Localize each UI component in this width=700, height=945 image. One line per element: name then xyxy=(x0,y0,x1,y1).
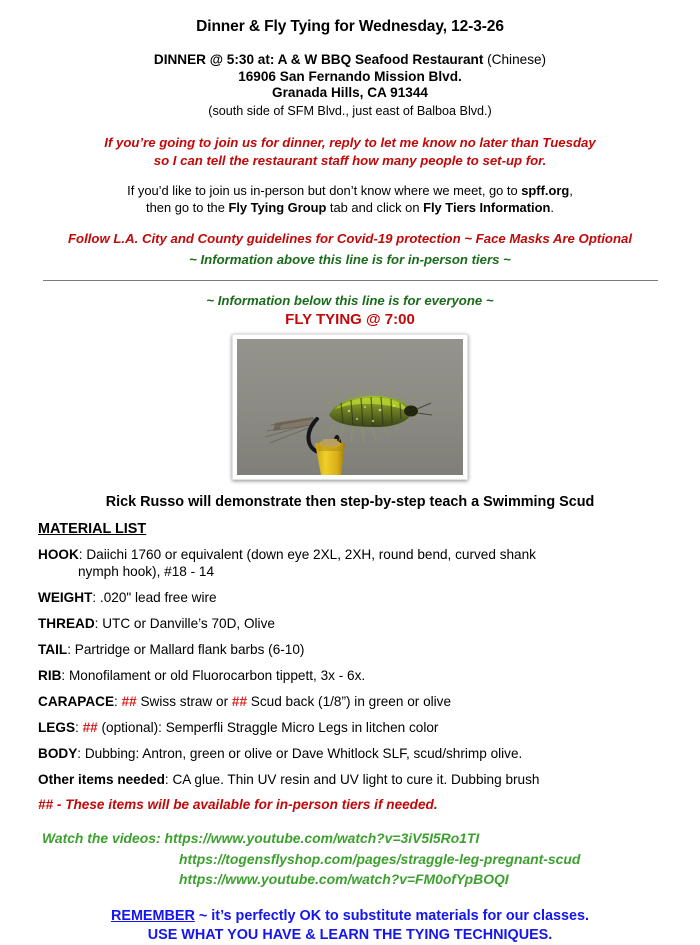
material-text-hook: : Daiichi 1760 or equivalent (down eye 2XL, 2XH, round bend, curved shank xyxy=(78,547,536,562)
material-label-carapace: CARAPACE xyxy=(38,694,115,709)
material-item-thread xyxy=(38,615,638,632)
dinner-restaurant-bold: DINNER @ 5:30 at: A & W BBQ Seafood Restaurant xyxy=(153,52,484,67)
videos-intro-label: Watch the videos: xyxy=(42,830,165,846)
remember-line-2: USE WHAT YOU HAVE & LEARN THE TYING TECHNIQUES. xyxy=(147,926,553,943)
above-line-note: ~ Information above this line is for in-person tiers ~ xyxy=(189,252,511,267)
dinner-details-block xyxy=(0,52,700,119)
fly-photo-frame xyxy=(232,334,468,480)
material-text-thread: : UTC or Danville’s 70D, Olive xyxy=(94,616,275,631)
remember-line-1 xyxy=(111,908,589,924)
material-label-thread: THREAD xyxy=(38,616,95,631)
material-list-heading: MATERIAL LIST xyxy=(38,521,147,537)
inperson-directions xyxy=(0,182,700,216)
fly-photo xyxy=(237,339,463,475)
fly-photo-illustration xyxy=(237,339,463,475)
material-item-legs xyxy=(38,719,638,736)
material-text-weight: : .020" lead free wire xyxy=(92,590,217,605)
section-divider xyxy=(43,280,658,281)
reply-notice xyxy=(0,134,700,170)
material-item-tail xyxy=(38,641,638,658)
dinner-address-line: 16906 San Fernando Mission Blvd. xyxy=(238,68,462,84)
material-text-rib: : Monofilament or old Fluorocarbon tippett, 3x - 6x. xyxy=(61,668,366,683)
hash-availability-note: ## - These items will be available for in-person tiers if needed. xyxy=(38,797,438,812)
material-carapace-seg-4: Scud back (1/8”) in green or olive xyxy=(247,694,452,709)
material-text-other: : CA glue. Thin UV resin and UV light to cure it. Dubbing brush xyxy=(164,772,540,787)
video-link-3[interactable]: https://www.youtube.com/watch?v=FM0ofYpBOQI xyxy=(179,871,509,887)
material-label-other: Other items needed xyxy=(38,772,165,787)
material-carapace-seg-0: : xyxy=(114,694,122,709)
inperson-text-c: , xyxy=(569,183,573,198)
material-label-tail: TAIL xyxy=(38,642,68,657)
dinner-restaurant-line xyxy=(0,52,700,69)
material-legs-seg-0: : xyxy=(75,720,83,735)
below-line-note: ~ Information below this line is for everyone ~ xyxy=(206,293,494,308)
covid-notice: Follow L.A. City and County guidelines for Covid-19 protection ~ Face Masks Are Optional xyxy=(67,231,633,246)
material-legs-hash-1: ## xyxy=(82,720,98,735)
remember-line-1-rest: ~ it’s perfectly OK to substitute materials for our classes. xyxy=(194,907,590,924)
material-item-rib xyxy=(38,667,638,684)
spff-link[interactable]: spff.org xyxy=(521,183,570,198)
fly-tying-time: FLY TYING @ 7:00 xyxy=(285,311,415,328)
inperson-line-2 xyxy=(0,199,700,216)
material-item-body xyxy=(38,745,638,762)
fly-tiers-information-link[interactable]: Fly Tiers Information xyxy=(423,200,551,215)
dinner-city-line: Granada Hills, CA 91344 xyxy=(272,85,428,100)
video-link-2[interactable]: https://togensflyshop.com/pages/straggle-leg-pregnant-scud xyxy=(179,850,581,867)
dinner-restaurant-cuisine: (Chinese) xyxy=(483,52,547,67)
material-text-hook-cont: nymph hook), #18 - 14 xyxy=(78,564,215,579)
inperson-line-1 xyxy=(0,182,700,199)
material-text-tail: : Partridge or Mallard flank barbs (6-10) xyxy=(67,642,305,657)
presenter-line: Rick Russo will demonstrate then step-by-step teach a Swimming Scud xyxy=(105,494,595,510)
material-label-rib: RIB xyxy=(38,668,62,683)
material-label-weight: WEIGHT xyxy=(38,590,93,605)
video-link-1[interactable]: https://www.youtube.com/watch?v=3iV5I5Ro1TI xyxy=(164,830,480,846)
remember-footer xyxy=(0,907,700,945)
material-carapace-seg-2: Swiss straw or xyxy=(136,694,232,709)
inperson-text-d: then go to the xyxy=(146,200,229,215)
dinner-location-hint: (south side of SFM Blvd., just east of Balboa Blvd.) xyxy=(208,103,492,118)
material-text-body: : Dubbing: Antron, green or olive or Dave Whitlock SLF, scud/shrimp olive. xyxy=(77,746,523,761)
material-label-legs: LEGS xyxy=(38,720,76,735)
material-label-body: BODY xyxy=(38,746,78,761)
material-legs-seg-2: (optional): Semperfli Straggle Micro Legs in litchen color xyxy=(97,720,439,735)
material-item-hook xyxy=(38,546,638,580)
material-label-hook: HOOK xyxy=(38,547,79,562)
inperson-text-e: tab and click on xyxy=(326,200,424,215)
material-item-weight xyxy=(38,589,638,606)
reply-notice-line-1: If you’re going to join us for dinner, reply to let me know no later than Tuesday xyxy=(104,135,596,150)
material-item-carapace xyxy=(38,693,638,710)
reply-notice-line-2: so I can tell the restaurant staff how many people to set-up for. xyxy=(153,153,547,168)
fly-tying-group-tab[interactable]: Fly Tying Group xyxy=(228,200,327,215)
remember-keyword: REMEMBER xyxy=(110,907,195,924)
page-title: Dinner & Fly Tying for Wednesday, 12-3-26 xyxy=(196,18,504,35)
material-item-other xyxy=(38,771,638,788)
inperson-text-a: If you’d like to join us in-person but don’t know where we meet, go to xyxy=(127,183,522,198)
material-carapace-hash-2: ## xyxy=(231,694,248,709)
video-links-block xyxy=(42,828,700,890)
inperson-text-f: . xyxy=(550,200,554,215)
material-carapace-hash-1: ## xyxy=(121,694,137,709)
